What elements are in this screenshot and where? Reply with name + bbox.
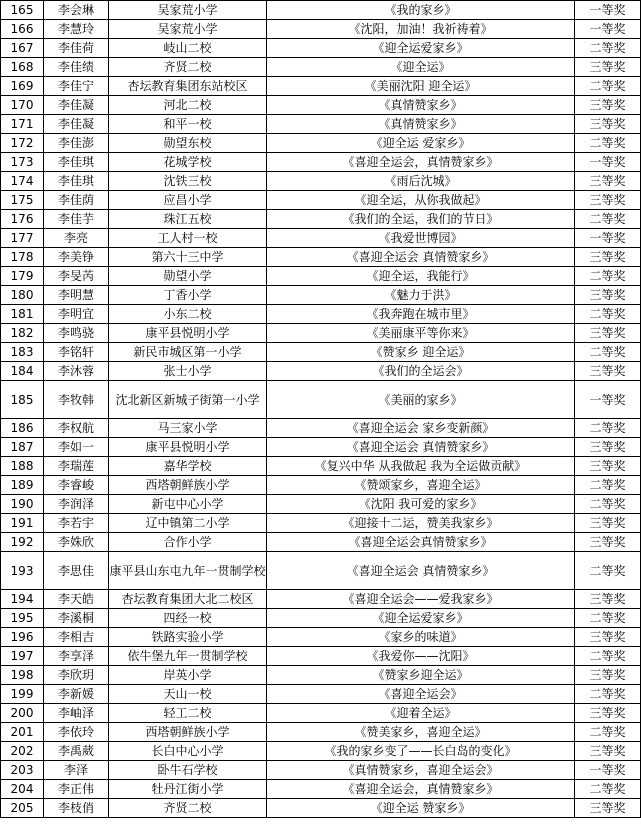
award-level: 三等奖 bbox=[575, 115, 641, 134]
school-name: 四经一校 bbox=[109, 609, 267, 628]
school-name: 工人村一校 bbox=[109, 229, 267, 248]
row-number: 205 bbox=[1, 799, 44, 818]
award-level: 二等奖 bbox=[575, 476, 641, 495]
student-name: 李铭轩 bbox=[44, 343, 109, 362]
school-name: 牡丹江街小学 bbox=[109, 780, 267, 799]
school-name: 辽中镇第二小学 bbox=[109, 514, 267, 533]
work-title: 《迎着全运》 bbox=[267, 704, 575, 723]
award-level: 二等奖 bbox=[575, 343, 641, 362]
work-title: 《美丽的家乡》 bbox=[267, 381, 575, 419]
award-level: 二等奖 bbox=[575, 305, 641, 324]
student-name: 李慧玲 bbox=[44, 20, 109, 39]
award-level: 二等奖 bbox=[575, 495, 641, 514]
student-name: 李天皓 bbox=[44, 590, 109, 609]
work-title: 《喜迎全运会真情赞家乡》 bbox=[267, 533, 575, 552]
school-name: 第六十三中学 bbox=[109, 248, 267, 267]
row-number: 165 bbox=[1, 1, 44, 20]
school-name: 勋望小学 bbox=[109, 267, 267, 286]
table-row bbox=[1, 286, 641, 305]
work-title: 《复兴中华 从我做起 我为全运做贡献》 bbox=[267, 457, 575, 476]
work-title: 《美丽沈阳 迎全运》 bbox=[267, 77, 575, 96]
award-level: 一等奖 bbox=[575, 153, 641, 172]
student-name: 李佳绩 bbox=[44, 58, 109, 77]
award-level: 三等奖 bbox=[575, 628, 641, 647]
award-level: 三等奖 bbox=[575, 457, 641, 476]
table-row bbox=[1, 210, 641, 229]
row-number: 184 bbox=[1, 362, 44, 381]
table-row bbox=[1, 685, 641, 704]
student-name: 李新媛 bbox=[44, 685, 109, 704]
award-level: 二等奖 bbox=[575, 419, 641, 438]
work-title: 《沈阳 我可爱的家乡》 bbox=[267, 495, 575, 514]
award-level: 二等奖 bbox=[575, 685, 641, 704]
table-row bbox=[1, 362, 641, 381]
student-name: 李佳芋 bbox=[44, 210, 109, 229]
award-level: 一等奖 bbox=[575, 229, 641, 248]
school-name: 卧牛石学校 bbox=[109, 761, 267, 780]
row-number: 199 bbox=[1, 685, 44, 704]
work-title: 《我的家乡》 bbox=[267, 1, 575, 20]
school-name: 马三家小学 bbox=[109, 419, 267, 438]
student-name: 李佳琪 bbox=[44, 172, 109, 191]
student-name: 李思佳 bbox=[44, 552, 109, 590]
work-title: 《喜迎全运会 真情赞家乡》 bbox=[267, 248, 575, 267]
student-name: 李佳荷 bbox=[44, 39, 109, 58]
school-name: 铁路实验小学 bbox=[109, 628, 267, 647]
award-level: 三等奖 bbox=[575, 533, 641, 552]
work-title: 《迎全运》 bbox=[267, 58, 575, 77]
award-level: 三等奖 bbox=[575, 799, 641, 818]
table-row bbox=[1, 96, 641, 115]
row-number: 170 bbox=[1, 96, 44, 115]
work-title: 《迎全运，从你我做起》 bbox=[267, 191, 575, 210]
award-level: 三等奖 bbox=[575, 438, 641, 457]
table-row bbox=[1, 495, 641, 514]
table-row bbox=[1, 134, 641, 153]
award-level: 三等奖 bbox=[575, 666, 641, 685]
row-number: 179 bbox=[1, 267, 44, 286]
school-name: 新屯中心小学 bbox=[109, 495, 267, 514]
row-number: 189 bbox=[1, 476, 44, 495]
row-number: 180 bbox=[1, 286, 44, 305]
table-row bbox=[1, 191, 641, 210]
work-title: 《迎全运爱家乡》 bbox=[267, 609, 575, 628]
student-name: 李美铮 bbox=[44, 248, 109, 267]
table-row bbox=[1, 780, 641, 799]
table-row bbox=[1, 723, 641, 742]
work-title: 《我爱你——沈阳》 bbox=[267, 647, 575, 666]
row-number: 172 bbox=[1, 134, 44, 153]
school-name: 康平县山东屯九年一贯制学校 bbox=[109, 552, 267, 590]
student-name: 李瑞莲 bbox=[44, 457, 109, 476]
student-name: 李正伟 bbox=[44, 780, 109, 799]
work-title: 《喜迎全运会 真情赞家乡》 bbox=[267, 438, 575, 457]
school-name: 勋望东校 bbox=[109, 134, 267, 153]
row-number: 178 bbox=[1, 248, 44, 267]
student-name: 李会琳 bbox=[44, 1, 109, 20]
student-name: 李佳琪 bbox=[44, 153, 109, 172]
row-number: 201 bbox=[1, 723, 44, 742]
student-name: 李沐蓉 bbox=[44, 362, 109, 381]
award-level: 三等奖 bbox=[575, 191, 641, 210]
school-name: 丁香小学 bbox=[109, 286, 267, 305]
student-name: 李依玲 bbox=[44, 723, 109, 742]
school-name: 吴家荒小学 bbox=[109, 20, 267, 39]
award-level: 二等奖 bbox=[575, 134, 641, 153]
student-name: 李明宜 bbox=[44, 305, 109, 324]
row-number: 171 bbox=[1, 115, 44, 134]
table-row bbox=[1, 761, 641, 780]
row-number: 175 bbox=[1, 191, 44, 210]
table-row bbox=[1, 267, 641, 286]
student-name: 李佳凝 bbox=[44, 96, 109, 115]
work-title: 《真情赞家乡》 bbox=[267, 96, 575, 115]
work-title: 《喜迎全运会 家乡变新颜》 bbox=[267, 419, 575, 438]
award-level: 一等奖 bbox=[575, 20, 641, 39]
school-name: 岸英小学 bbox=[109, 666, 267, 685]
row-number: 167 bbox=[1, 39, 44, 58]
table-row bbox=[1, 324, 641, 343]
award-level: 二等奖 bbox=[575, 552, 641, 590]
work-title: 《真情赞家乡，喜迎全运会》 bbox=[267, 761, 575, 780]
student-name: 李相吉 bbox=[44, 628, 109, 647]
table-row bbox=[1, 305, 641, 324]
student-name: 李明慧 bbox=[44, 286, 109, 305]
work-title: 《迎全运 爱家乡》 bbox=[267, 134, 575, 153]
work-title: 《迎接十二运，赞美我家乡》 bbox=[267, 514, 575, 533]
table-row bbox=[1, 628, 641, 647]
table-row bbox=[1, 115, 641, 134]
award-level: 三等奖 bbox=[575, 58, 641, 77]
table-row bbox=[1, 742, 641, 761]
row-number: 181 bbox=[1, 305, 44, 324]
work-title: 《迎全运爱家乡》 bbox=[267, 39, 575, 58]
school-name: 长白中心小学 bbox=[109, 742, 267, 761]
table-row bbox=[1, 704, 641, 723]
work-title: 《喜迎全运会——爱我家乡》 bbox=[267, 590, 575, 609]
table-row bbox=[1, 153, 641, 172]
work-title: 《赞家乡 迎全运》 bbox=[267, 343, 575, 362]
student-name: 李佳宁 bbox=[44, 77, 109, 96]
row-number: 169 bbox=[1, 77, 44, 96]
school-name: 天山一校 bbox=[109, 685, 267, 704]
table-row bbox=[1, 248, 641, 267]
row-number: 200 bbox=[1, 704, 44, 723]
table-row bbox=[1, 381, 641, 419]
student-name: 李岫泽 bbox=[44, 704, 109, 723]
student-name: 李旻芮 bbox=[44, 267, 109, 286]
award-level: 二等奖 bbox=[575, 77, 641, 96]
award-level: 二等奖 bbox=[575, 39, 641, 58]
row-number: 182 bbox=[1, 324, 44, 343]
school-name: 吴家荒小学 bbox=[109, 1, 267, 20]
award-level: 一等奖 bbox=[575, 381, 641, 419]
row-number: 194 bbox=[1, 590, 44, 609]
work-title: 《我们的全运会》 bbox=[267, 362, 575, 381]
table-row bbox=[1, 20, 641, 39]
row-number: 187 bbox=[1, 438, 44, 457]
school-name: 小东二校 bbox=[109, 305, 267, 324]
work-title: 《我奔跑在城市里》 bbox=[267, 305, 575, 324]
work-title: 《喜迎全运会》 bbox=[267, 685, 575, 704]
table-row bbox=[1, 438, 641, 457]
table-row bbox=[1, 476, 641, 495]
work-title: 《我的家乡变了——长白岛的变化》 bbox=[267, 742, 575, 761]
award-level: 二等奖 bbox=[575, 780, 641, 799]
table-row bbox=[1, 609, 641, 628]
school-name: 河北二校 bbox=[109, 96, 267, 115]
school-name: 嘉华学校 bbox=[109, 457, 267, 476]
table-row bbox=[1, 590, 641, 609]
school-name: 岐山二校 bbox=[109, 39, 267, 58]
table-row bbox=[1, 77, 641, 96]
student-name: 李睿峻 bbox=[44, 476, 109, 495]
row-number: 185 bbox=[1, 381, 44, 419]
row-number: 177 bbox=[1, 229, 44, 248]
student-name: 李享泽 bbox=[44, 647, 109, 666]
award-level: 三等奖 bbox=[575, 704, 641, 723]
student-name: 李姝欣 bbox=[44, 533, 109, 552]
work-title: 《赞家乡迎全运》 bbox=[267, 666, 575, 685]
table-row bbox=[1, 419, 641, 438]
school-name: 花城学校 bbox=[109, 153, 267, 172]
award-level: 二等奖 bbox=[575, 210, 641, 229]
table-row bbox=[1, 552, 641, 590]
school-name: 齐贤二校 bbox=[109, 58, 267, 77]
school-name: 杏坛教育集团大北二校区 bbox=[109, 590, 267, 609]
work-title: 《迎全运，我能行》 bbox=[267, 267, 575, 286]
school-name: 杏坛教育集团东站校区 bbox=[109, 77, 267, 96]
table-row bbox=[1, 39, 641, 58]
student-name: 李佳荫 bbox=[44, 191, 109, 210]
row-number: 174 bbox=[1, 172, 44, 191]
school-name: 齐贤二校 bbox=[109, 799, 267, 818]
table-row bbox=[1, 647, 641, 666]
work-title: 《我爱世博园》 bbox=[267, 229, 575, 248]
award-level: 三等奖 bbox=[575, 248, 641, 267]
student-name: 李佳澎 bbox=[44, 134, 109, 153]
school-name: 珠江五校 bbox=[109, 210, 267, 229]
school-name: 张士小学 bbox=[109, 362, 267, 381]
row-number: 188 bbox=[1, 457, 44, 476]
student-name: 李鸣骁 bbox=[44, 324, 109, 343]
work-title: 《赞颂家乡，喜迎全运》 bbox=[267, 476, 575, 495]
school-name: 依牛堡九年一贯制学校 bbox=[109, 647, 267, 666]
row-number: 186 bbox=[1, 419, 44, 438]
school-name: 新民市城区第一小学 bbox=[109, 343, 267, 362]
award-level: 三等奖 bbox=[575, 96, 641, 115]
row-number: 198 bbox=[1, 666, 44, 685]
student-name: 李欣玥 bbox=[44, 666, 109, 685]
award-level: 一等奖 bbox=[575, 1, 641, 20]
work-title: 《赞美家乡，喜迎全运》 bbox=[267, 723, 575, 742]
work-title: 《沈阳，加油！我祈祷着》 bbox=[267, 20, 575, 39]
award-level: 一等奖 bbox=[575, 761, 641, 780]
school-name: 应昌小学 bbox=[109, 191, 267, 210]
table-row bbox=[1, 457, 641, 476]
row-number: 190 bbox=[1, 495, 44, 514]
student-name: 李禹葳 bbox=[44, 742, 109, 761]
row-number: 166 bbox=[1, 20, 44, 39]
student-name: 李权航 bbox=[44, 419, 109, 438]
student-name: 李牧韩 bbox=[44, 381, 109, 419]
award-level: 三等奖 bbox=[575, 742, 641, 761]
school-name: 西塔朝鲜族小学 bbox=[109, 723, 267, 742]
school-name: 合作小学 bbox=[109, 533, 267, 552]
student-name: 李如一 bbox=[44, 438, 109, 457]
work-title: 《家乡的味道》 bbox=[267, 628, 575, 647]
award-level: 二等奖 bbox=[575, 267, 641, 286]
table-row bbox=[1, 799, 641, 818]
row-number: 196 bbox=[1, 628, 44, 647]
table-row bbox=[1, 1, 641, 20]
table-row bbox=[1, 229, 641, 248]
school-name: 康平县悦明小学 bbox=[109, 438, 267, 457]
work-title: 《真情赞家乡》 bbox=[267, 115, 575, 134]
row-number: 203 bbox=[1, 761, 44, 780]
student-name: 李泽 bbox=[44, 761, 109, 780]
work-title: 《美丽康平等你来》 bbox=[267, 324, 575, 343]
row-number: 197 bbox=[1, 647, 44, 666]
award-level: 三等奖 bbox=[575, 172, 641, 191]
row-number: 195 bbox=[1, 609, 44, 628]
row-number: 183 bbox=[1, 343, 44, 362]
work-title: 《喜迎全运会，真情赞家乡》 bbox=[267, 780, 575, 799]
table-row bbox=[1, 343, 641, 362]
student-name: 李溪桐 bbox=[44, 609, 109, 628]
work-title: 《迎全运 赞家乡》 bbox=[267, 799, 575, 818]
award-level: 三等奖 bbox=[575, 362, 641, 381]
award-level: 三等奖 bbox=[575, 324, 641, 343]
table-row bbox=[1, 58, 641, 77]
row-number: 191 bbox=[1, 514, 44, 533]
work-title: 《雨后沈城》 bbox=[267, 172, 575, 191]
work-title: 《喜迎全运会，真情赞家乡》 bbox=[267, 153, 575, 172]
school-name: 沈铁三校 bbox=[109, 172, 267, 191]
work-title: 《魅力于洪》 bbox=[267, 286, 575, 305]
student-name: 李若宇 bbox=[44, 514, 109, 533]
school-name: 和平一校 bbox=[109, 115, 267, 134]
row-number: 168 bbox=[1, 58, 44, 77]
table-row bbox=[1, 172, 641, 191]
award-level: 三等奖 bbox=[575, 590, 641, 609]
student-name: 李亮 bbox=[44, 229, 109, 248]
student-name: 李佳凝 bbox=[44, 115, 109, 134]
table-row bbox=[1, 514, 641, 533]
student-name: 李枝俏 bbox=[44, 799, 109, 818]
award-level: 二等奖 bbox=[575, 609, 641, 628]
school-name: 轻工二校 bbox=[109, 704, 267, 723]
award-level: 三等奖 bbox=[575, 514, 641, 533]
student-name: 李润泽 bbox=[44, 495, 109, 514]
row-number: 173 bbox=[1, 153, 44, 172]
work-title: 《喜迎全运会 真情赞家乡》 bbox=[267, 552, 575, 590]
table-row bbox=[1, 666, 641, 685]
table-row bbox=[1, 533, 641, 552]
row-number: 202 bbox=[1, 742, 44, 761]
row-number: 193 bbox=[1, 552, 44, 590]
award-level: 二等奖 bbox=[575, 647, 641, 666]
school-name: 康平县悦明小学 bbox=[109, 324, 267, 343]
row-number: 192 bbox=[1, 533, 44, 552]
award-level: 三等奖 bbox=[575, 286, 641, 305]
award-level: 二等奖 bbox=[575, 723, 641, 742]
row-number: 204 bbox=[1, 780, 44, 799]
school-name: 西塔朝鲜族小学 bbox=[109, 476, 267, 495]
work-title: 《我们的全运，我们的节日》 bbox=[267, 210, 575, 229]
school-name: 沈北新区新城子街第一小学 bbox=[109, 381, 267, 419]
row-number: 176 bbox=[1, 210, 44, 229]
